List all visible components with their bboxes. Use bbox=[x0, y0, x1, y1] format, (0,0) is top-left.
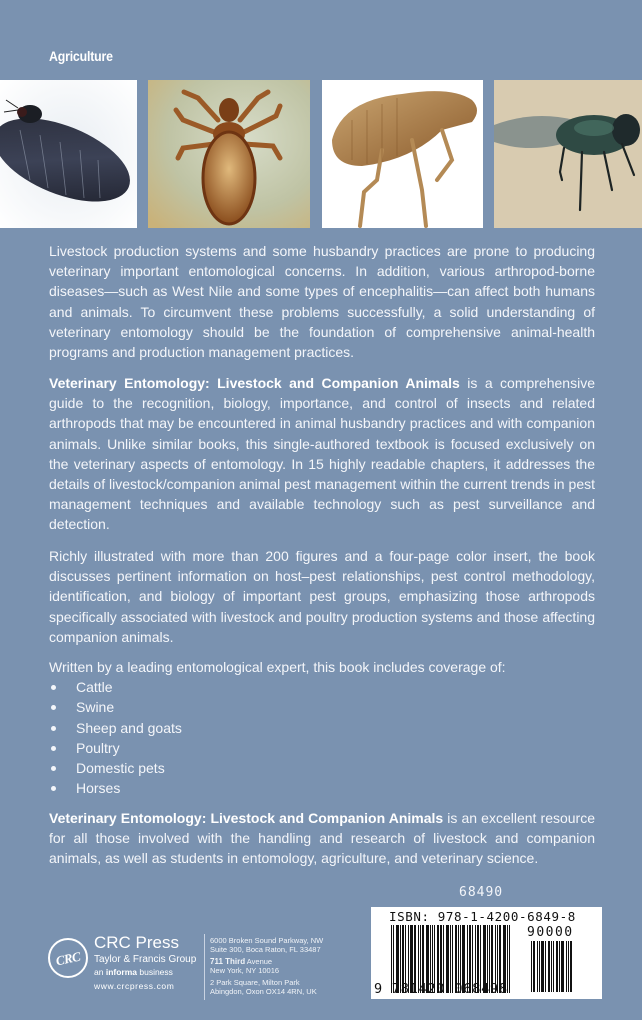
publisher-url[interactable]: www.crcpress.com bbox=[94, 981, 175, 991]
address-boca-raton bbox=[210, 936, 360, 954]
paragraph-text: Livestock production systems and some husbandry practices are prone to producing veterinary important entomological concerns. In addition, various arthropod-borne diseases—such as West Nile and some types of encephalitis—can affect both humans and animals. To circumvent these problems successfully, a solid understanding of veterinary entomology should be the foundation of comprehensive animal-health programs and production management practices. bbox=[49, 243, 595, 361]
informa-bold: informa bbox=[105, 967, 137, 977]
coverage-intro: Written by a leading entomological expert, this book includes coverage of: bbox=[49, 659, 506, 675]
address-line: New York, NY 10016 bbox=[210, 966, 280, 975]
paragraph-body: is an excellent resource for all those involved with the handling and research of livestock and companion animals, as well as students in entomology, agriculture, and veterinary science. bbox=[49, 810, 595, 867]
coverage-list bbox=[49, 677, 595, 798]
divider bbox=[204, 934, 205, 1000]
addon-bars bbox=[531, 941, 573, 992]
coverage-item bbox=[49, 758, 595, 778]
coverage-item-label: Sheep and goats bbox=[76, 719, 182, 736]
photo-flea bbox=[322, 80, 483, 228]
publisher-name: CRC Press bbox=[94, 933, 180, 952]
bullet-icon bbox=[51, 766, 56, 771]
description-paragraph-5 bbox=[49, 808, 595, 869]
address-abingdon bbox=[210, 978, 360, 996]
informa-prefix: an bbox=[94, 967, 106, 977]
logo-text: CRC bbox=[54, 948, 82, 969]
isbn-barcode bbox=[371, 907, 602, 999]
category-label: Agriculture bbox=[49, 48, 113, 64]
book-title-bold: Veterinary Entomology: Livestock and Companion Animals bbox=[49, 810, 444, 826]
coverage-item bbox=[49, 697, 595, 717]
address-line bbox=[210, 957, 360, 966]
paragraph-text bbox=[49, 808, 595, 869]
paragraph-text bbox=[49, 373, 595, 535]
address-bold: 711 Third bbox=[210, 957, 246, 966]
isbn-label: ISBN: 978-1-4200-6849-8 bbox=[389, 909, 576, 924]
publisher-group: Taylor & Francis Group bbox=[94, 954, 197, 965]
flea-image bbox=[322, 80, 483, 228]
blowfly-image bbox=[494, 80, 642, 228]
book-title-bold: Veterinary Entomology: Livestock and Companion Animals bbox=[49, 375, 460, 391]
photo-louse bbox=[148, 80, 310, 228]
coverage-item bbox=[49, 738, 595, 758]
coverage-item bbox=[49, 677, 595, 697]
louse-image bbox=[148, 80, 310, 228]
coverage-item-label: Cattle bbox=[76, 679, 113, 696]
bullet-icon bbox=[51, 685, 56, 690]
photo-wasp-pupa bbox=[0, 80, 137, 228]
address-line: 6000 Broken Sound Parkway, NW bbox=[210, 936, 324, 945]
crc-logo-icon bbox=[48, 938, 88, 978]
bullet-icon bbox=[51, 786, 56, 791]
coverage-item bbox=[49, 778, 595, 798]
description-paragraph-3 bbox=[49, 546, 595, 647]
coverage-section bbox=[49, 657, 595, 798]
addon-code: 90000 bbox=[527, 925, 574, 940]
informa-suffix: business bbox=[137, 967, 173, 977]
ean-digits: 9 781420 068498 bbox=[374, 981, 508, 997]
bullet-icon bbox=[51, 746, 56, 751]
description-paragraph-2 bbox=[49, 373, 595, 535]
address-rest: Avenue bbox=[245, 957, 273, 966]
coverage-item-label: Domestic pets bbox=[76, 759, 165, 776]
informa-tagline bbox=[94, 967, 173, 977]
address-line: 2 Park Square, Milton Park bbox=[210, 978, 300, 987]
coverage-item-label: Poultry bbox=[76, 739, 120, 756]
price-code: 68490 bbox=[459, 885, 504, 900]
wasp-pupa-image bbox=[0, 80, 137, 228]
address-line: Abingdon, Oxon OX14 4RN, UK bbox=[210, 987, 317, 996]
paragraph-body: is a comprehensive guide to the recognition, biology, importance, and control of insects and related arthropods that may be encountered in animal husbandry practices and with companion animals. Unlike similar books, this single-authored textbook is focused exclusively on the veterinary aspects of entomology. In 15 highly readable chapters, it addresses the details of livestock/companion animal pest management within the current trends in pest management techniques and available technology such as pest surveillance and detection. bbox=[49, 375, 595, 533]
description-paragraph-1 bbox=[49, 241, 595, 362]
photo-blowfly bbox=[494, 80, 642, 228]
bullet-icon bbox=[51, 726, 56, 731]
paragraph-text: Richly illustrated with more than 200 figures and a four-page color insert, the book discusses pertinent information on host–pest relationships, pest control methodology, identification, and biology of important pest groups, emphasizing those arthropods specifically associated with livestock and poultry production systems and those affecting companion animals. bbox=[49, 548, 595, 645]
coverage-item bbox=[49, 718, 595, 738]
bullet-icon bbox=[51, 705, 56, 710]
publisher-block bbox=[48, 934, 348, 1000]
address-new-york bbox=[210, 957, 360, 975]
address-line: Suite 300, Boca Raton, FL 33487 bbox=[210, 945, 321, 954]
coverage-item-label: Swine bbox=[76, 699, 115, 716]
coverage-item-label: Horses bbox=[76, 780, 121, 797]
